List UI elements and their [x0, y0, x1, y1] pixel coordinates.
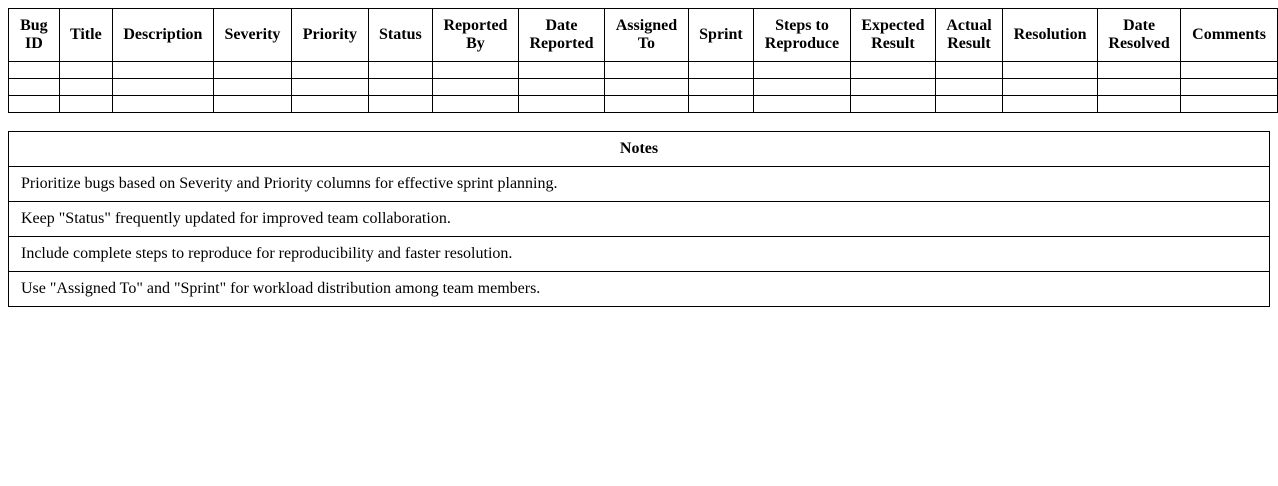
column-header-bug-id[interactable]: Bug ID [9, 9, 60, 62]
table-cell[interactable] [754, 79, 851, 96]
table-cell[interactable] [935, 96, 1002, 113]
column-header-steps-to-reproduce[interactable]: Steps to Reproduce [754, 9, 851, 62]
table-cell[interactable] [1098, 79, 1181, 96]
table-cell[interactable] [1098, 96, 1181, 113]
column-header-sprint[interactable]: Sprint [688, 9, 753, 62]
notes-header-row [9, 132, 1270, 167]
table-cell[interactable] [935, 79, 1002, 96]
column-header-priority[interactable]: Priority [291, 9, 368, 62]
table-cell[interactable] [935, 62, 1002, 79]
table-cell[interactable] [1003, 96, 1098, 113]
table-cell[interactable] [9, 79, 60, 96]
table-cell[interactable] [291, 62, 368, 79]
table-cell[interactable] [850, 79, 935, 96]
table-cell[interactable] [518, 79, 604, 96]
table-cell[interactable] [1181, 79, 1278, 96]
table-cell[interactable] [1181, 96, 1278, 113]
notes-table [8, 131, 1270, 307]
table-cell[interactable] [112, 79, 213, 96]
table-cell[interactable] [9, 96, 60, 113]
column-header-description[interactable]: Description [112, 9, 213, 62]
table-cell[interactable] [850, 62, 935, 79]
table-cell[interactable] [59, 96, 112, 113]
table-cell[interactable] [688, 96, 753, 113]
table-row [9, 79, 1278, 96]
bug-table-header-row [9, 9, 1278, 62]
table-cell[interactable] [213, 96, 291, 113]
column-header-resolution[interactable]: Resolution [1003, 9, 1098, 62]
column-header-actual-result[interactable]: Actual Result [935, 9, 1002, 62]
table-row [9, 96, 1278, 113]
table-row [9, 62, 1278, 79]
notes-row [9, 237, 1270, 272]
table-cell[interactable] [9, 62, 60, 79]
notes-row [9, 272, 1270, 307]
table-cell[interactable] [213, 79, 291, 96]
table-cell[interactable] [1003, 62, 1098, 79]
table-cell[interactable] [59, 62, 112, 79]
table-cell[interactable] [1181, 62, 1278, 79]
column-header-expected-result[interactable]: Expected Result [850, 9, 935, 62]
note-item: Use "Assigned To" and "Sprint" for workload distribution among team members. [9, 272, 1270, 307]
table-cell[interactable] [368, 79, 432, 96]
table-cell[interactable] [432, 96, 518, 113]
table-cell[interactable] [1098, 62, 1181, 79]
table-cell[interactable] [754, 96, 851, 113]
column-header-date-resolved[interactable]: Date Resolved [1098, 9, 1181, 62]
table-cell[interactable] [291, 96, 368, 113]
column-header-severity[interactable]: Severity [213, 9, 291, 62]
column-header-reported-by[interactable]: Reported By [432, 9, 518, 62]
column-header-comments[interactable]: Comments [1181, 9, 1278, 62]
table-cell[interactable] [368, 96, 432, 113]
table-cell[interactable] [1003, 79, 1098, 96]
table-cell[interactable] [604, 62, 688, 79]
table-cell[interactable] [59, 79, 112, 96]
table-cell[interactable] [112, 96, 213, 113]
bug-tracker-table [8, 8, 1278, 113]
table-cell[interactable] [213, 62, 291, 79]
note-item: Include complete steps to reproduce for reproducibility and faster resolution. [9, 237, 1270, 272]
table-cell[interactable] [604, 96, 688, 113]
column-header-assigned-to[interactable]: Assigned To [604, 9, 688, 62]
table-cell[interactable] [754, 62, 851, 79]
table-cell[interactable] [850, 96, 935, 113]
table-cell[interactable] [604, 79, 688, 96]
table-cell[interactable] [518, 96, 604, 113]
notes-row [9, 167, 1270, 202]
column-header-status[interactable]: Status [368, 9, 432, 62]
note-item: Prioritize bugs based on Severity and Priority columns for effective sprint planning. [9, 167, 1270, 202]
table-cell[interactable] [368, 62, 432, 79]
table-cell[interactable] [432, 79, 518, 96]
table-cell[interactable] [112, 62, 213, 79]
table-cell[interactable] [688, 79, 753, 96]
table-cell[interactable] [432, 62, 518, 79]
note-item: Keep "Status" frequently updated for improved team collaboration. [9, 202, 1270, 237]
notes-title: Notes [9, 132, 1270, 167]
notes-row [9, 202, 1270, 237]
column-header-date-reported[interactable]: Date Reported [518, 9, 604, 62]
table-cell[interactable] [291, 79, 368, 96]
column-header-title[interactable]: Title [59, 9, 112, 62]
table-cell[interactable] [518, 62, 604, 79]
table-cell[interactable] [688, 62, 753, 79]
